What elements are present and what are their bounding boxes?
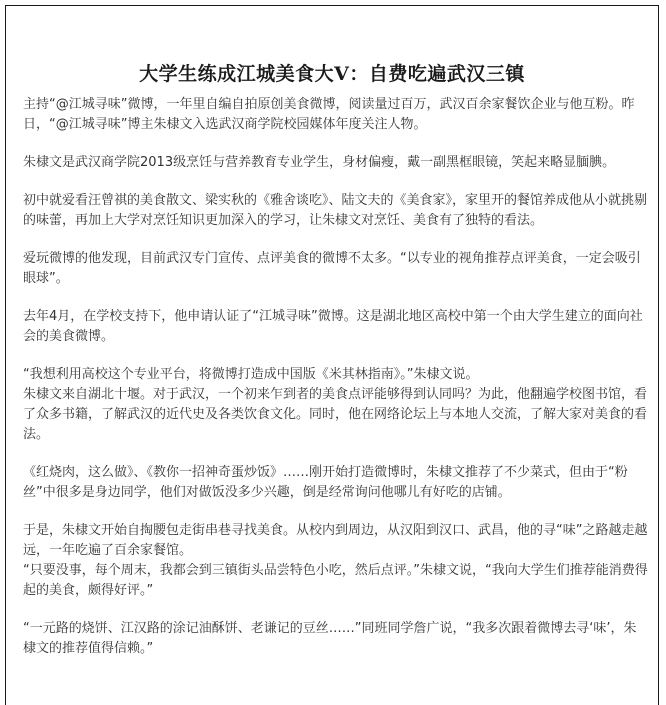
article-paragraph: 朱棣文是武汉商学院2013级烹饪与营养教育专业学生，身材偏瘦，戴一副黑框眼镜，笑起来略显腼腆。 — [23, 155, 616, 170]
article-paragraph: 去年4月，在学校支持下，他申请认证了“江城寻味”微博。这是湖北地区高校中第一个由大学生建立的面向社会的美食微博。 — [23, 309, 643, 344]
article-body — [23, 95, 649, 677]
article-paragraph: 于是，朱棣文开始自掏腰包走街串巷寻找美食。从校内到周边，从汉阳到汉口、武昌，他的寻“味”之路越走越远，一年吃遍了百余家餐馆。 — [23, 523, 648, 558]
article-paragraph: 初中就爱看汪曾祺的美食散文、梁实秋的《雅舍谈吃》、陆文夫的《美食家》，家里开的餐馆养成他从小就挑剔的味蕾，再加上大学对烹饪知识更加深入的学习，让朱棣文对烹饪、美食有了独特的看法。 — [23, 193, 648, 228]
article-paragraph: 朱棣文来自湖北十堰。对于武汉，一个初来乍到者的美食点评能够得到认同吗？为此，他翻遍学校图书馆，看了众多书籍，了解武汉的近代史及各类饮食文化。同时，他在网络论坛上与本地人交流，了解大家对美食的看法。 — [23, 387, 648, 442]
article-frame — [5, 5, 659, 705]
article-paragraph: 《红烧肉，这么做》、《教你一招神奇蛋炒饭》……刚开始打造微博时，朱棣文推荐了不少菜式，但由于“粉丝”中很多是身边同学，他们对做饭没多少兴趣，倒是经常询问他哪儿有好吃的店铺。 — [23, 465, 628, 500]
article-paragraph: “只要没事，每个周末，我都会到三镇街头品尝特色小吃，然后点评。”朱棣文说，“我向大学生们推荐能消费得起的美食，颇得好评。” — [23, 563, 648, 598]
article-paragraph: “一元路的烧饼、江汉路的涂记油酥饼、老谦记的豆丝……”同班同学詹广说，“我多次跟着微博去寻‘味’，朱棣文的推荐值得信赖。” — [23, 621, 637, 656]
article-paragraph: “我想利用高校这个专业平台，将微博打造成中国版《米其林指南》。”朱棣文说。 — [23, 367, 479, 382]
article-title: 大学生练成江城美食大V：自费吃遍武汉三镇 — [139, 62, 525, 85]
article-paragraph: 主持“@江城寻味”微博，一年里自编自拍原创美食微博，阅读量过百万，武汉百余家餐饮企业与他互粉。昨日，“@江城寻味”博主朱棣文入选武汉商学院校园媒体年度关注人物。 — [23, 97, 635, 132]
article-paragraph: 爱玩微博的他发现，目前武汉专门宣传、点评美食的微博不太多。“以专业的视角推荐点评美食，一定会吸引眼球”。 — [23, 251, 641, 286]
